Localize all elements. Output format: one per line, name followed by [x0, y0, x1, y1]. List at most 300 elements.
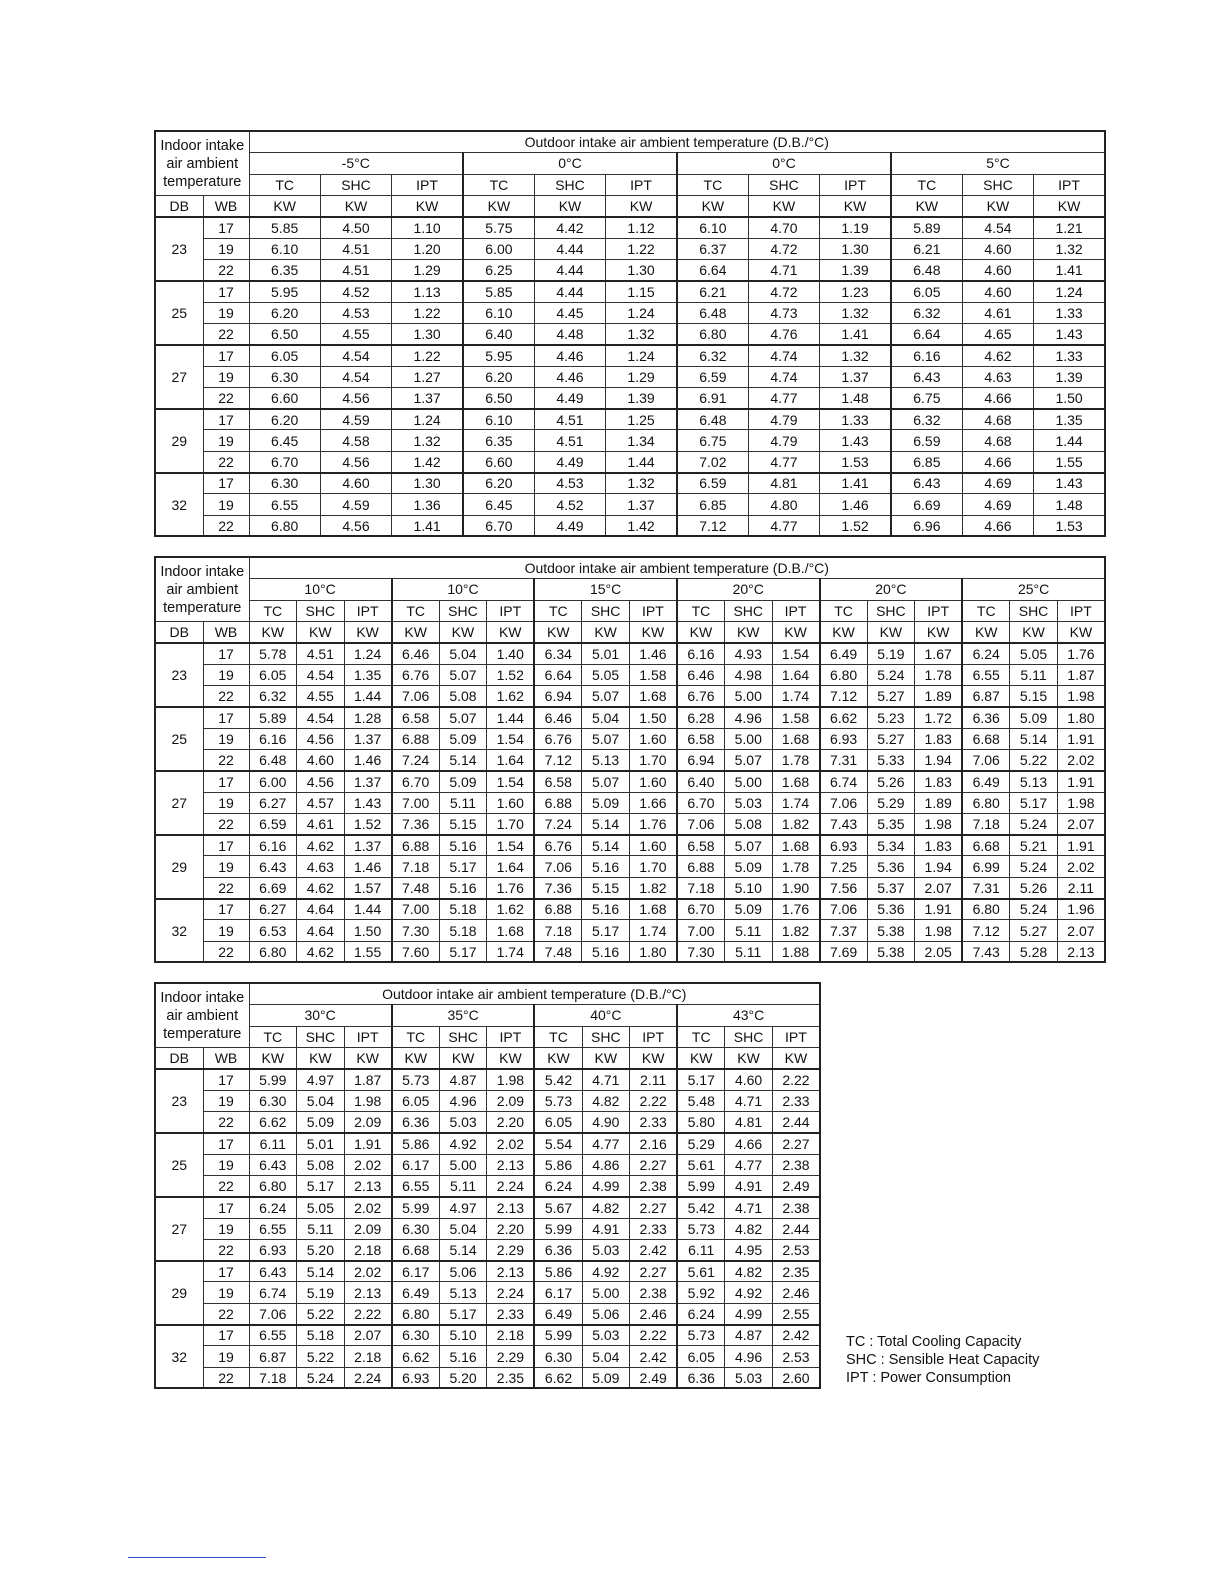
data-cell: 5.09 — [724, 899, 772, 920]
data-cell: 1.98 — [915, 920, 963, 941]
data-cell: 5.15 — [1010, 686, 1058, 707]
data-cell: 1.90 — [772, 877, 820, 898]
data-cell: 6.11 — [677, 1239, 725, 1260]
data-cell: 5.00 — [724, 728, 772, 749]
wb-value: 17 — [203, 771, 249, 792]
data-cell: 5.78 — [249, 643, 297, 664]
table-row — [155, 366, 1105, 387]
wb-value: 17 — [203, 643, 249, 664]
data-cell: 5.16 — [439, 835, 487, 856]
outdoor-temperature-header: Outdoor intake air ambient temperature (D.B./°C) — [249, 557, 1105, 579]
data-cell: 5.38 — [867, 920, 915, 941]
legend-item-tc: TC : Total Cooling Capacity — [846, 1334, 1022, 1350]
data-cell: 4.77 — [582, 1133, 630, 1154]
data-cell: 6.80 — [249, 515, 320, 536]
wb-column-header: WB — [203, 1048, 249, 1070]
wb-value: 22 — [203, 877, 249, 898]
data-cell: 4.57 — [297, 792, 345, 813]
data-cell: 4.44 — [534, 238, 605, 259]
data-cell: 1.76 — [772, 899, 820, 920]
data-cell: 7.06 — [677, 813, 725, 834]
data-cell: 2.11 — [630, 1069, 678, 1090]
data-cell: 5.09 — [582, 792, 630, 813]
outdoor-temperature-header: Outdoor intake air ambient temperature (D.B./°C) — [249, 131, 1105, 153]
data-cell: 5.09 — [582, 1367, 630, 1388]
outdoor-temperature-label: 0°C — [463, 153, 677, 175]
header-row-temperatures — [155, 153, 1105, 175]
data-cell: 4.51 — [534, 409, 605, 430]
data-cell: 1.13 — [392, 281, 463, 302]
data-cell: 5.22 — [297, 1346, 345, 1367]
wb-value: 17 — [203, 835, 249, 856]
data-cell: 5.07 — [582, 771, 630, 792]
unit-label: KW — [463, 196, 534, 218]
data-cell: 6.49 — [962, 771, 1010, 792]
data-cell: 6.76 — [677, 686, 725, 707]
unit-label: KW — [534, 622, 582, 644]
data-cell: 6.70 — [463, 515, 534, 536]
data-cell: 1.74 — [772, 792, 820, 813]
data-cell: 4.99 — [725, 1303, 773, 1324]
unit-label: KW — [249, 196, 320, 218]
data-cell: 5.86 — [392, 1133, 440, 1154]
data-cell: 1.29 — [606, 366, 677, 387]
data-cell: 1.91 — [1057, 771, 1105, 792]
data-cell: 4.64 — [297, 899, 345, 920]
data-cell: 1.50 — [1034, 387, 1105, 408]
data-cell: 1.46 — [344, 749, 392, 770]
data-cell: 5.17 — [439, 941, 487, 962]
data-cell: 4.77 — [748, 387, 819, 408]
data-cell: 4.60 — [962, 281, 1033, 302]
data-cell: 2.22 — [772, 1069, 820, 1090]
table-row — [155, 302, 1105, 323]
data-cell: 1.24 — [392, 409, 463, 430]
abbreviation-legend — [846, 1333, 1039, 1387]
wb-value: 19 — [203, 920, 249, 941]
data-cell: 4.46 — [534, 345, 605, 366]
data-cell: 6.88 — [392, 835, 440, 856]
unit-label: KW — [439, 622, 487, 644]
header-row-units — [155, 196, 1105, 218]
shc-column-header: SHC — [867, 600, 915, 622]
wb-value: 19 — [203, 664, 249, 685]
performance-table-2 — [154, 556, 1106, 963]
data-cell: 2.13 — [1057, 941, 1105, 962]
unit-label: KW — [249, 622, 297, 644]
unit-label: KW — [820, 196, 891, 218]
unit-label: KW — [344, 622, 392, 644]
data-cell: 7.12 — [534, 749, 582, 770]
data-cell: 7.30 — [392, 920, 440, 941]
table-row — [155, 515, 1105, 536]
data-cell: 4.96 — [725, 1346, 773, 1367]
data-cell: 5.28 — [1010, 941, 1058, 962]
header-row-quantities — [155, 600, 1105, 622]
data-cell: 1.50 — [344, 920, 392, 941]
indoor-temperature-header: Indoor intake air ambient temperature — [155, 131, 249, 196]
data-cell: 5.89 — [249, 707, 297, 728]
ipt-column-header: IPT — [344, 1026, 392, 1048]
data-cell: 4.60 — [962, 238, 1033, 259]
data-cell: 6.24 — [249, 1197, 297, 1218]
data-cell: 2.07 — [1057, 813, 1105, 834]
data-cell: 1.87 — [1057, 664, 1105, 685]
table-row — [155, 899, 1105, 920]
data-cell: 7.48 — [534, 941, 582, 962]
data-cell: 4.82 — [582, 1090, 630, 1111]
data-cell: 7.02 — [677, 451, 748, 472]
table-row — [155, 1261, 820, 1282]
db-column-header: DB — [155, 1048, 203, 1070]
wb-value: 22 — [203, 813, 249, 834]
data-cell: 2.24 — [487, 1282, 535, 1303]
data-cell: 2.42 — [772, 1325, 820, 1346]
ipt-column-header: IPT — [487, 600, 535, 622]
ipt-column-header: IPT — [487, 1026, 535, 1048]
data-cell: 5.03 — [724, 792, 772, 813]
data-cell: 5.73 — [677, 1325, 725, 1346]
data-cell: 1.62 — [487, 899, 535, 920]
data-cell: 5.19 — [297, 1282, 345, 1303]
data-cell: 4.70 — [748, 217, 819, 238]
data-cell: 1.32 — [392, 430, 463, 451]
data-cell: 1.39 — [820, 260, 891, 281]
data-cell: 5.17 — [439, 1303, 487, 1324]
data-cell: 4.61 — [962, 302, 1033, 323]
data-cell: 6.48 — [677, 302, 748, 323]
data-cell: 7.18 — [962, 813, 1010, 834]
data-cell: 1.46 — [344, 856, 392, 877]
data-cell: 5.36 — [867, 899, 915, 920]
data-cell: 5.17 — [297, 1175, 345, 1196]
data-cell: 1.83 — [915, 835, 963, 856]
data-cell: 4.56 — [297, 771, 345, 792]
data-cell: 1.43 — [344, 792, 392, 813]
data-cell: 6.05 — [392, 1090, 440, 1111]
data-cell: 7.37 — [820, 920, 868, 941]
data-cell: 6.55 — [249, 1325, 297, 1346]
data-cell: 1.24 — [1034, 281, 1105, 302]
data-cell: 1.68 — [629, 686, 677, 707]
shc-column-header: SHC — [439, 600, 487, 622]
unit-label: KW — [820, 622, 868, 644]
data-cell: 6.70 — [677, 792, 725, 813]
data-cell: 7.69 — [820, 941, 868, 962]
data-cell: 6.55 — [962, 664, 1010, 685]
table-row — [155, 260, 1105, 281]
data-cell: 6.55 — [392, 1175, 440, 1196]
data-cell: 1.10 — [392, 217, 463, 238]
tc-column-header: TC — [677, 600, 725, 622]
table-row — [155, 1175, 820, 1196]
data-cell: 6.17 — [534, 1282, 582, 1303]
data-cell: 4.64 — [297, 920, 345, 941]
data-cell: 2.33 — [772, 1090, 820, 1111]
data-cell: 5.16 — [439, 1346, 487, 1367]
data-cell: 4.56 — [320, 387, 391, 408]
data-cell: 4.73 — [748, 302, 819, 323]
data-cell: 4.69 — [962, 473, 1033, 494]
data-cell: 6.50 — [463, 387, 534, 408]
data-cell: 5.42 — [677, 1197, 725, 1218]
data-cell: 6.91 — [677, 387, 748, 408]
data-cell: 1.24 — [606, 345, 677, 366]
data-cell: 4.99 — [582, 1175, 630, 1196]
data-cell: 1.37 — [344, 771, 392, 792]
data-cell: 6.93 — [392, 1367, 440, 1388]
data-cell: 5.22 — [297, 1303, 345, 1324]
tc-column-header: TC — [249, 600, 297, 622]
data-cell: 5.08 — [439, 686, 487, 707]
unit-label: KW — [677, 196, 748, 218]
data-cell: 2.13 — [344, 1175, 392, 1196]
data-cell: 4.48 — [534, 323, 605, 344]
data-cell: 6.16 — [249, 728, 297, 749]
data-cell: 1.44 — [487, 707, 535, 728]
wb-value: 17 — [203, 1197, 249, 1218]
data-cell: 6.27 — [249, 899, 297, 920]
data-cell: 1.74 — [629, 920, 677, 941]
wb-value: 17 — [203, 473, 249, 494]
data-cell: 5.14 — [439, 749, 487, 770]
data-cell: 1.30 — [392, 323, 463, 344]
wb-value: 17 — [203, 899, 249, 920]
data-cell: 1.30 — [392, 473, 463, 494]
data-cell: 4.97 — [439, 1197, 487, 1218]
data-cell: 5.10 — [724, 877, 772, 898]
data-cell: 4.44 — [534, 260, 605, 281]
db-value: 27 — [155, 771, 203, 835]
data-cell: 6.96 — [891, 515, 962, 536]
table-row — [155, 792, 1105, 813]
table-row — [155, 1112, 820, 1133]
data-cell: 5.07 — [582, 686, 630, 707]
data-cell: 7.25 — [820, 856, 868, 877]
data-cell: 5.36 — [867, 856, 915, 877]
data-cell: 6.53 — [249, 920, 297, 941]
table-row — [155, 1239, 820, 1260]
header-row-units — [155, 1048, 820, 1070]
table-row — [155, 664, 1105, 685]
data-cell: 5.42 — [534, 1069, 582, 1090]
data-cell: 5.89 — [891, 217, 962, 238]
data-cell: 1.91 — [1057, 835, 1105, 856]
table-row — [155, 749, 1105, 770]
data-cell: 4.66 — [725, 1133, 773, 1154]
data-cell: 1.98 — [344, 1090, 392, 1111]
data-cell: 7.00 — [392, 792, 440, 813]
data-cell: 2.27 — [630, 1197, 678, 1218]
data-cell: 2.42 — [630, 1239, 678, 1260]
data-cell: 6.43 — [249, 1261, 297, 1282]
data-cell: 4.92 — [725, 1282, 773, 1303]
data-cell: 1.33 — [1034, 302, 1105, 323]
data-cell: 1.12 — [606, 217, 677, 238]
wb-value: 22 — [203, 1175, 249, 1196]
ipt-column-header: IPT — [344, 600, 392, 622]
data-cell: 6.30 — [249, 473, 320, 494]
data-cell: 5.16 — [439, 877, 487, 898]
data-cell: 6.87 — [962, 686, 1010, 707]
data-cell: 5.73 — [534, 1090, 582, 1111]
data-cell: 7.00 — [677, 920, 725, 941]
unit-label: KW — [606, 196, 677, 218]
data-cell: 6.36 — [392, 1112, 440, 1133]
data-cell: 2.55 — [772, 1303, 820, 1324]
unit-label: KW — [725, 1048, 773, 1070]
data-cell: 2.11 — [1057, 877, 1105, 898]
shc-column-header: SHC — [748, 174, 819, 196]
data-cell: 2.02 — [344, 1154, 392, 1175]
data-cell: 5.95 — [249, 281, 320, 302]
data-cell: 6.05 — [249, 345, 320, 366]
table-row — [155, 686, 1105, 707]
data-cell: 5.99 — [677, 1175, 725, 1196]
legend-item-ipt: IPT : Power Consumption — [846, 1370, 1011, 1386]
data-cell: 1.15 — [606, 281, 677, 302]
data-cell: 4.71 — [748, 260, 819, 281]
db-value: 29 — [155, 1261, 203, 1325]
data-cell: 6.32 — [249, 686, 297, 707]
data-cell: 4.81 — [725, 1112, 773, 1133]
data-cell: 1.29 — [392, 260, 463, 281]
data-cell: 7.24 — [392, 749, 440, 770]
data-cell: 5.05 — [582, 664, 630, 685]
data-cell: 1.91 — [344, 1133, 392, 1154]
data-cell: 5.23 — [867, 707, 915, 728]
data-cell: 5.09 — [724, 856, 772, 877]
db-column-header: DB — [155, 622, 203, 644]
data-cell: 1.41 — [1034, 260, 1105, 281]
data-cell: 5.85 — [249, 217, 320, 238]
data-cell: 2.02 — [487, 1133, 535, 1154]
data-cell: 1.40 — [487, 643, 535, 664]
data-cell: 5.09 — [1010, 707, 1058, 728]
data-cell: 6.48 — [891, 260, 962, 281]
data-cell: 4.82 — [725, 1218, 773, 1239]
data-cell: 4.79 — [748, 430, 819, 451]
data-cell: 1.46 — [820, 494, 891, 515]
data-cell: 7.31 — [962, 877, 1010, 898]
unit-label: KW — [297, 622, 345, 644]
data-cell: 5.38 — [867, 941, 915, 962]
wb-value: 19 — [203, 1218, 249, 1239]
data-cell: 5.11 — [297, 1218, 345, 1239]
data-cell: 1.60 — [629, 728, 677, 749]
data-cell: 4.44 — [534, 281, 605, 302]
tc-column-header: TC — [249, 174, 320, 196]
data-cell: 1.76 — [1057, 643, 1105, 664]
data-cell: 5.99 — [249, 1069, 297, 1090]
data-cell: 1.74 — [487, 941, 535, 962]
data-cell: 5.99 — [534, 1325, 582, 1346]
data-cell: 6.45 — [249, 430, 320, 451]
unit-label: KW — [772, 1048, 820, 1070]
db-value: 32 — [155, 1325, 203, 1389]
data-cell: 5.07 — [439, 707, 487, 728]
data-cell: 5.07 — [439, 664, 487, 685]
data-cell: 6.05 — [891, 281, 962, 302]
data-cell: 1.74 — [772, 686, 820, 707]
data-cell: 7.18 — [392, 856, 440, 877]
data-cell: 1.82 — [629, 877, 677, 898]
data-cell: 1.42 — [606, 515, 677, 536]
outdoor-temperature-label: 40°C — [534, 1005, 677, 1027]
data-cell: 2.27 — [630, 1261, 678, 1282]
data-cell: 5.22 — [1010, 749, 1058, 770]
data-cell: 1.32 — [606, 323, 677, 344]
data-cell: 1.53 — [1034, 515, 1105, 536]
data-cell: 5.17 — [1010, 792, 1058, 813]
data-cell: 6.16 — [891, 345, 962, 366]
wb-value: 19 — [203, 1154, 249, 1175]
data-cell: 4.95 — [725, 1239, 773, 1260]
data-cell: 1.72 — [915, 707, 963, 728]
data-cell: 5.19 — [867, 643, 915, 664]
wb-value: 22 — [203, 1367, 249, 1388]
data-cell: 4.96 — [439, 1090, 487, 1111]
data-cell: 7.12 — [677, 515, 748, 536]
data-cell: 2.35 — [487, 1367, 535, 1388]
tc-column-header: TC — [249, 1026, 297, 1048]
data-cell: 1.30 — [820, 238, 891, 259]
data-cell: 6.25 — [463, 260, 534, 281]
data-cell: 6.20 — [249, 302, 320, 323]
data-cell: 5.01 — [297, 1133, 345, 1154]
data-cell: 1.33 — [1034, 345, 1105, 366]
data-cell: 7.31 — [820, 749, 868, 770]
data-cell: 5.24 — [1010, 856, 1058, 877]
data-cell: 6.74 — [820, 771, 868, 792]
unit-label: KW — [487, 622, 535, 644]
data-cell: 1.64 — [487, 749, 535, 770]
data-cell: 6.58 — [677, 728, 725, 749]
data-cell: 1.37 — [344, 835, 392, 856]
data-cell: 1.57 — [344, 877, 392, 898]
data-cell: 6.75 — [677, 430, 748, 451]
wb-value: 17 — [203, 281, 249, 302]
data-cell: 5.08 — [724, 813, 772, 834]
data-cell: 1.33 — [820, 409, 891, 430]
data-cell: 1.55 — [1034, 451, 1105, 472]
data-cell: 6.32 — [891, 302, 962, 323]
data-cell: 2.18 — [344, 1346, 392, 1367]
data-cell: 6.69 — [891, 494, 962, 515]
data-cell: 4.71 — [725, 1090, 773, 1111]
wb-value: 22 — [203, 1303, 249, 1324]
data-cell: 1.52 — [820, 515, 891, 536]
data-cell: 1.35 — [344, 664, 392, 685]
unit-label: KW — [582, 622, 630, 644]
data-cell: 1.70 — [629, 749, 677, 770]
data-cell: 4.68 — [962, 430, 1033, 451]
data-cell: 5.07 — [724, 835, 772, 856]
data-cell: 6.85 — [891, 451, 962, 472]
data-cell: 6.58 — [677, 835, 725, 856]
data-cell: 2.35 — [772, 1261, 820, 1282]
table-row — [155, 1303, 820, 1324]
data-cell: 5.95 — [463, 345, 534, 366]
data-cell: 5.05 — [1010, 643, 1058, 664]
data-cell: 4.54 — [297, 664, 345, 685]
unit-label: KW — [962, 622, 1010, 644]
data-cell: 1.82 — [772, 813, 820, 834]
data-cell: 1.68 — [629, 899, 677, 920]
data-cell: 5.26 — [867, 771, 915, 792]
data-cell: 1.66 — [629, 792, 677, 813]
data-cell: 4.91 — [725, 1175, 773, 1196]
